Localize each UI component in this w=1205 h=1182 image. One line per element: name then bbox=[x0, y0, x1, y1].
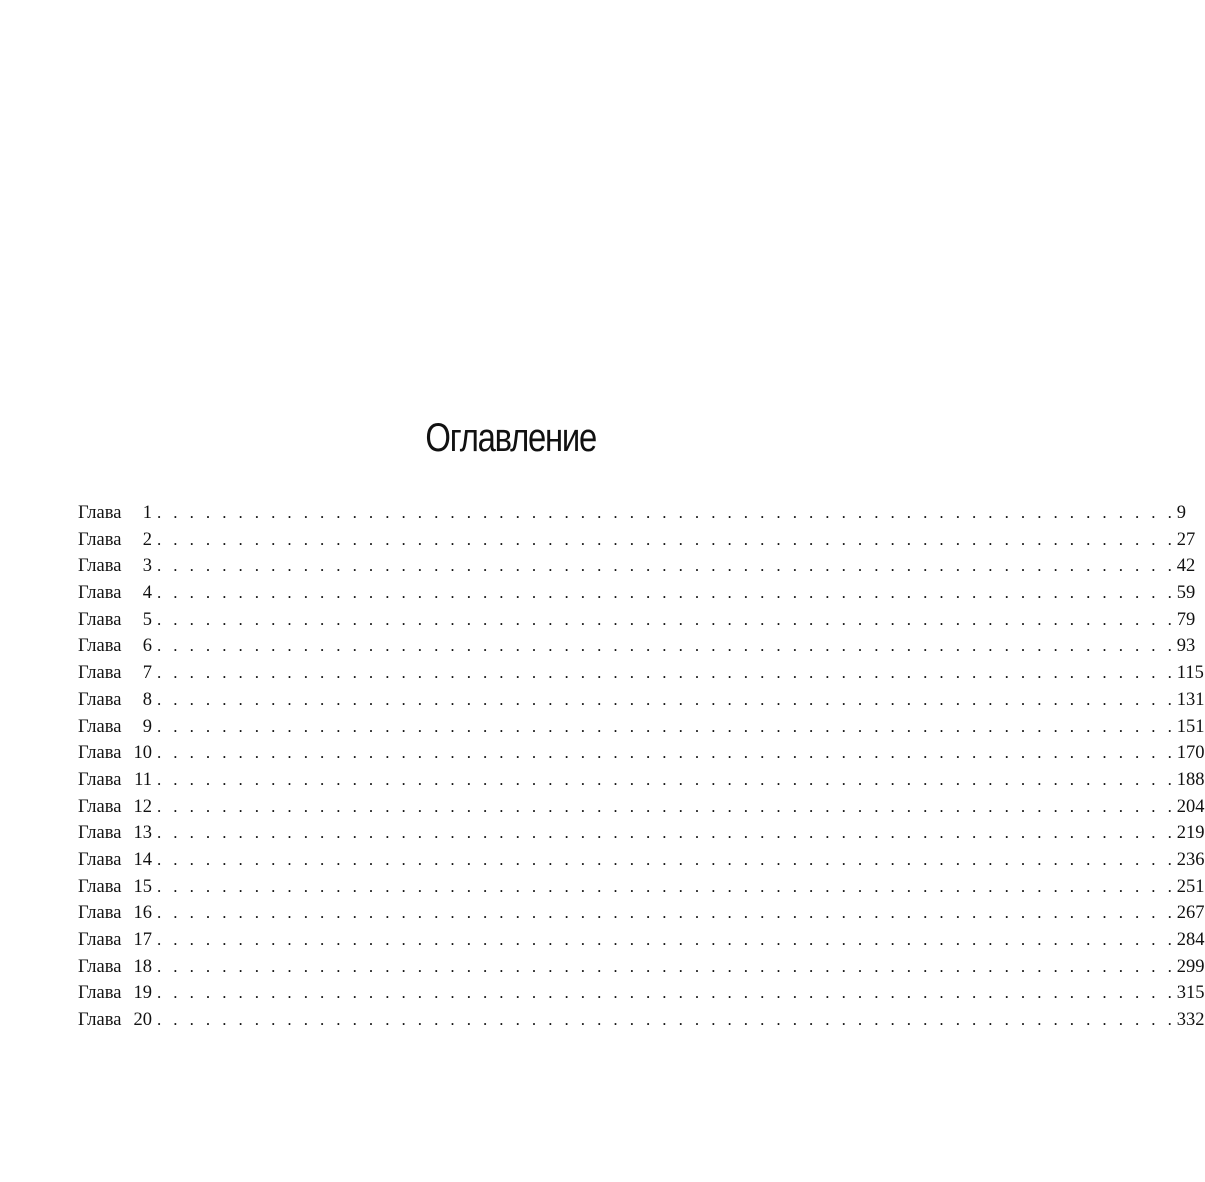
page-number: 170 bbox=[1176, 743, 1205, 764]
chapter-label: Глава bbox=[78, 903, 122, 924]
chapter-number: 19 bbox=[133, 983, 152, 1004]
page-number: 236 bbox=[1176, 849, 1205, 870]
dot-leader: . . . . . . . . . . . . . . . . . . . . . . . . . . . . . . . . . . . . . . . . . . . . . . . . . . . . . . . . . . . . . . . bbox=[157, 796, 1176, 816]
chapter-label: Глава bbox=[78, 663, 122, 684]
toc-entry bbox=[78, 660, 1204, 687]
dot-leader: . . . . . . . . . . . . . . . . . . . . . . . . . . . . . . . . . . . . . . . . . . . . . . . . . . . . . . . . . . . . . . . bbox=[157, 663, 1176, 683]
dot-leader: . . . . . . . . . . . . . . . . . . . . . . . . . . . . . . . . . . . . . . . . . . . . . . . . . . . . . . . . . . . . . . . bbox=[157, 849, 1176, 869]
dot-leader: . . . . . . . . . . . . . . . . . . . . . . . . . . . . . . . . . . . . . . . . . . . . . . . . . . . . . . . . . . . . . . . bbox=[157, 983, 1176, 1003]
chapter-label: Глава bbox=[78, 609, 122, 630]
page-number: 27 bbox=[1176, 529, 1196, 550]
chapter-number: 5 bbox=[142, 609, 152, 630]
page-number: 79 bbox=[1176, 609, 1196, 630]
chapter-label: Глава bbox=[78, 983, 122, 1004]
chapter-label: Глава bbox=[78, 529, 122, 550]
dot-leader: . . . . . . . . . . . . . . . . . . . . . . . . . . . . . . . . . . . . . . . . . . . . . . . . . . . . . . . . . . . . . . . bbox=[157, 1010, 1176, 1030]
dot-leader: . . . . . . . . . . . . . . . . . . . . . . . . . . . . . . . . . . . . . . . . . . . . . . . . . . . . . . . . . . . . . . . bbox=[157, 769, 1176, 789]
page-number: 42 bbox=[1176, 556, 1196, 577]
page-number: 93 bbox=[1176, 636, 1196, 657]
toc-entry bbox=[78, 900, 1205, 927]
toc-entry bbox=[78, 767, 1205, 794]
chapter-label: Глава bbox=[78, 743, 122, 764]
page-number: 115 bbox=[1176, 663, 1204, 684]
chapter-label: Глава bbox=[78, 796, 122, 817]
chapter-number: 18 bbox=[133, 956, 152, 977]
chapter-number: 20 bbox=[133, 1010, 152, 1031]
toc-list bbox=[78, 500, 1205, 1034]
dot-leader: . . . . . . . . . . . . . . . . . . . . . . . . . . . . . . . . . . . . . . . . . . . . . . . . . . . . . . . . . . . . . . . bbox=[157, 743, 1176, 763]
page-number: 332 bbox=[1176, 1010, 1205, 1031]
chapter-label: Глава bbox=[78, 583, 122, 604]
page-number: 9 bbox=[1176, 503, 1186, 523]
chapter-label: Глава bbox=[78, 876, 122, 897]
chapter-number: 15 bbox=[133, 876, 152, 897]
page-number: 284 bbox=[1176, 930, 1205, 950]
page-number: 131 bbox=[1176, 689, 1205, 710]
page-number: 188 bbox=[1176, 769, 1205, 790]
dot-leader: . . . . . . . . . . . . . . . . . . . . . . . . . . . . . . . . . . . . . . . . . . . . . . . . . . . . . . . . . . . . . . . bbox=[157, 716, 1176, 736]
chapter-number: 17 bbox=[133, 930, 152, 950]
dot-leader: . . . . . . . . . . . . . . . . . . . . . . . . . . . . . . . . . . . . . . . . . . . . . . . . . . . . . . . . . . . . . . . bbox=[157, 556, 1176, 576]
toc-entry bbox=[78, 633, 1196, 660]
chapter-label: Глава bbox=[78, 823, 122, 844]
dot-leader: . . . . . . . . . . . . . . . . . . . . . . . . . . . . . . . . . . . . . . . . . . . . . . . . . . . . . . . . . . . . . . . bbox=[157, 823, 1176, 843]
toc-entry bbox=[78, 740, 1205, 767]
chapter-number: 9 bbox=[142, 716, 152, 737]
dot-leader: . . . . . . . . . . . . . . . . . . . . . . . . . . . . . . . . . . . . . . . . . . . . . . . . . . . . . . . . . . . . . . . bbox=[157, 529, 1176, 549]
page-number: 267 bbox=[1176, 903, 1205, 924]
toc-entry bbox=[78, 1007, 1205, 1034]
toc-entry bbox=[78, 847, 1205, 874]
toc-entry bbox=[78, 553, 1196, 580]
chapter-number: 10 bbox=[133, 743, 152, 764]
page-number: 59 bbox=[1176, 583, 1196, 604]
chapter-label: Глава bbox=[78, 556, 122, 577]
toc-entry bbox=[78, 580, 1196, 607]
chapter-label: Глава bbox=[78, 716, 122, 737]
toc-entry bbox=[78, 954, 1205, 981]
toc-entry bbox=[78, 927, 1205, 954]
chapter-number: 4 bbox=[142, 583, 152, 604]
chapter-label: Глава bbox=[78, 636, 122, 657]
toc-entry bbox=[78, 794, 1205, 821]
page-number: 315 bbox=[1176, 983, 1205, 1004]
page-number: 204 bbox=[1176, 796, 1205, 817]
dot-leader: . . . . . . . . . . . . . . . . . . . . . . . . . . . . . . . . . . . . . . . . . . . . . . . . . . . . . . . . . . . . . . . bbox=[157, 903, 1176, 923]
toc-entry bbox=[78, 874, 1205, 901]
dot-leader: . . . . . . . . . . . . . . . . . . . . . . . . . . . . . . . . . . . . . . . . . . . . . . . . . . . . . . . . . . . . . . . bbox=[157, 876, 1176, 896]
dot-leader: . . . . . . . . . . . . . . . . . . . . . . . . . . . . . . . . . . . . . . . . . . . . . . . . . . . . . . . . . . . . . . . bbox=[157, 930, 1176, 949]
chapter-label: Глава bbox=[78, 956, 122, 977]
dot-leader: . . . . . . . . . . . . . . . . . . . . . . . . . . . . . . . . . . . . . . . . . . . . . . . . . . . . . . . . . . . . . . . bbox=[157, 503, 1176, 522]
chapter-label: Глава bbox=[78, 849, 122, 870]
chapter-number: 1 bbox=[142, 503, 152, 523]
chapter-number: 12 bbox=[133, 796, 152, 817]
toc-entry bbox=[78, 527, 1196, 554]
chapter-label: Глава bbox=[78, 769, 122, 790]
toc-entry bbox=[78, 500, 1186, 527]
chapter-number: 16 bbox=[133, 903, 152, 924]
chapter-label: Глава bbox=[78, 1010, 122, 1031]
page-number: 251 bbox=[1176, 876, 1205, 897]
page-number: 299 bbox=[1176, 956, 1205, 977]
dot-leader: . . . . . . . . . . . . . . . . . . . . . . . . . . . . . . . . . . . . . . . . . . . . . . . . . . . . . . . . . . . . . . . bbox=[157, 583, 1176, 603]
toc-entry bbox=[78, 687, 1205, 714]
toc-title: Оглавление bbox=[425, 416, 596, 460]
chapter-label: Глава bbox=[78, 503, 122, 523]
toc-entry bbox=[78, 714, 1205, 741]
page-number: 151 bbox=[1176, 716, 1205, 737]
toc-entry bbox=[78, 607, 1196, 634]
page-number: 219 bbox=[1176, 823, 1205, 844]
chapter-number: 6 bbox=[142, 636, 152, 657]
chapter-number: 7 bbox=[142, 663, 152, 684]
toc-entry bbox=[78, 980, 1205, 1007]
chapter-label: Глава bbox=[78, 689, 122, 710]
chapter-number: 3 bbox=[142, 556, 152, 577]
chapter-number: 11 bbox=[134, 769, 152, 790]
chapter-label: Глава bbox=[78, 930, 122, 950]
chapter-number: 13 bbox=[133, 823, 152, 844]
dot-leader: . . . . . . . . . . . . . . . . . . . . . . . . . . . . . . . . . . . . . . . . . . . . . . . . . . . . . . . . . . . . . . . bbox=[157, 956, 1176, 976]
chapter-number: 14 bbox=[133, 849, 152, 870]
dot-leader: . . . . . . . . . . . . . . . . . . . . . . . . . . . . . . . . . . . . . . . . . . . . . . . . . . . . . . . . . . . . . . . bbox=[157, 636, 1176, 656]
toc-entry bbox=[78, 820, 1205, 847]
dot-leader: . . . . . . . . . . . . . . . . . . . . . . . . . . . . . . . . . . . . . . . . . . . . . . . . . . . . . . . . . . . . . . . bbox=[157, 689, 1176, 709]
chapter-number: 8 bbox=[142, 689, 152, 710]
chapter-number: 2 bbox=[142, 529, 152, 550]
dot-leader: . . . . . . . . . . . . . . . . . . . . . . . . . . . . . . . . . . . . . . . . . . . . . . . . . . . . . . . . . . . . . . . bbox=[157, 609, 1176, 629]
